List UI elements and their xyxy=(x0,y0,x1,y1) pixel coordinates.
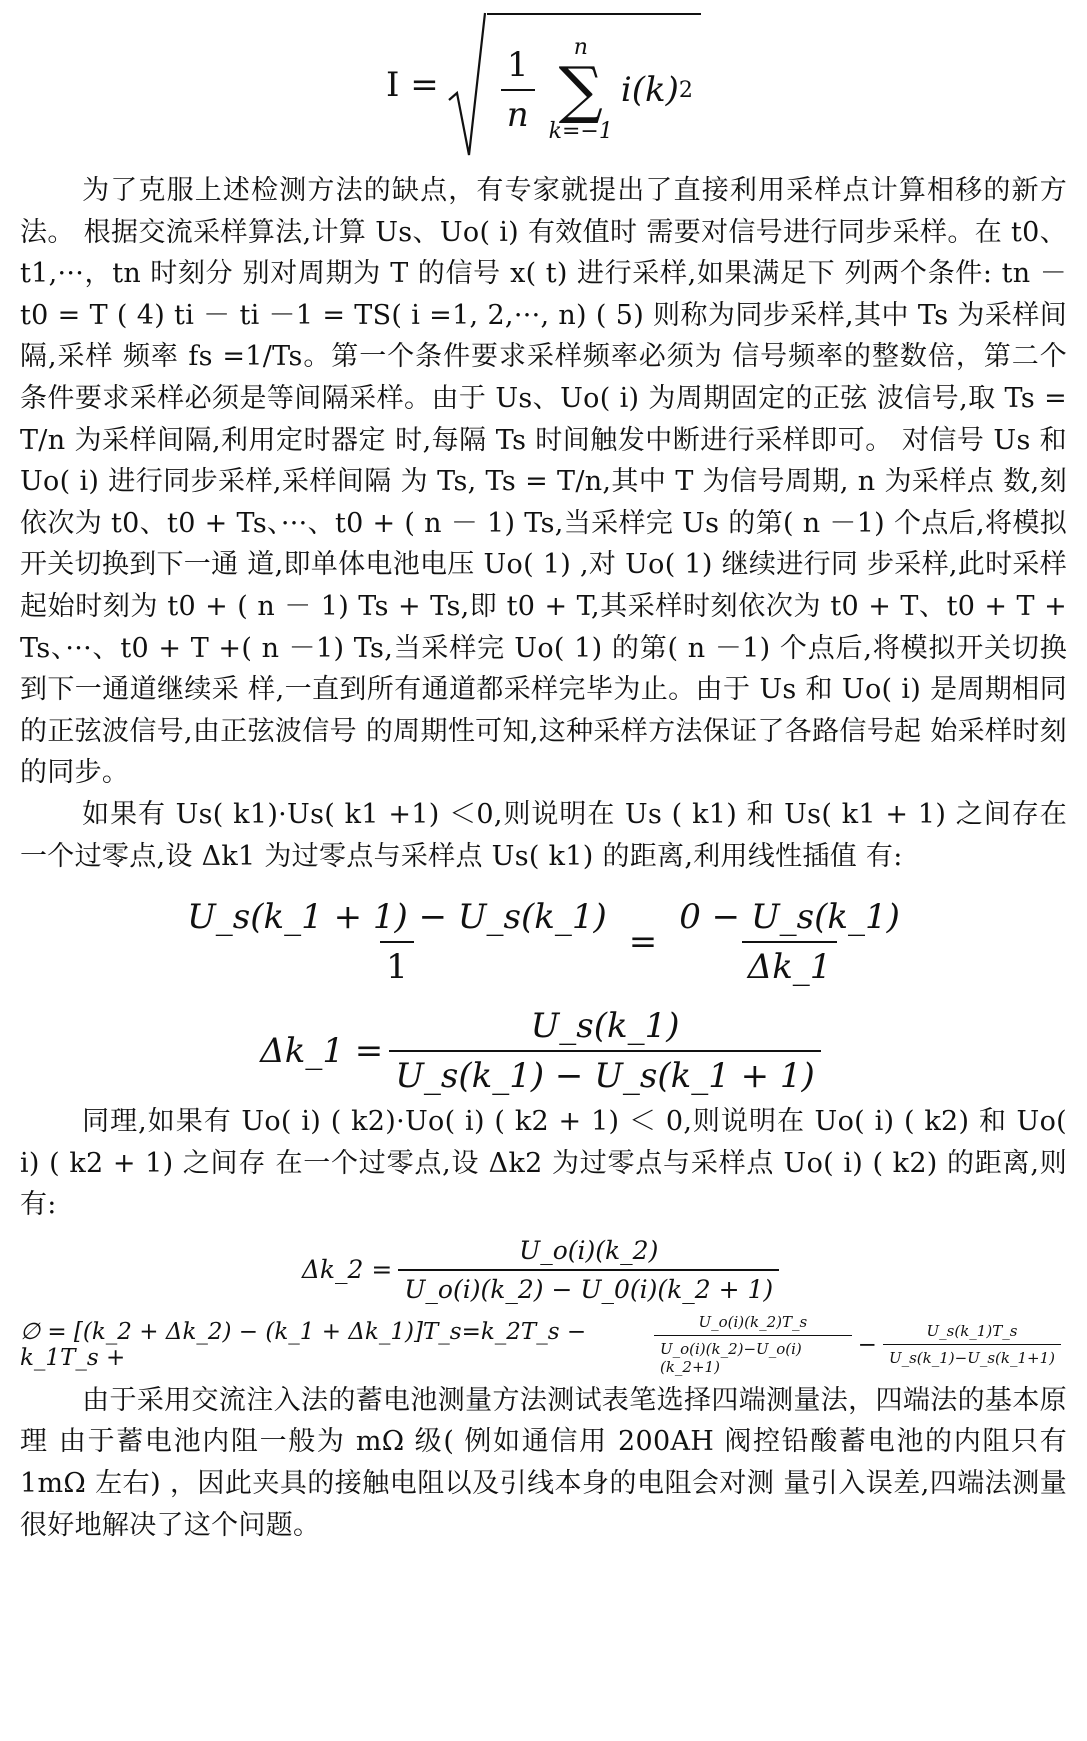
paragraph-zero-crossing-1: 如果有 Us( k1)·Us( k1 +1) ＜0,则说明在 Us ( k1) 和 Us( k1 + 1) 之间存在一个过零点,设 Δk1 为过零点与采样点 Us( k1) 的距离,利用线性插值 有: xyxy=(20,798,1067,872)
paragraph-zero-crossing-2: 同理,如果有 Uo( i) ( k2)·Uo( i) ( k2 + 1) ＜ 0,则说明在 Uo( i) ( k2) 和 Uo( i) ( k2 + 1) 之间存 在一个过零点,设 Δk2 为过零点与采样点 Uo( i) ( k2) 的距离,则有: xyxy=(20,1106,1067,1221)
dk1-lhs: Δk_1 = xyxy=(260,1031,384,1072)
equals-sign: = xyxy=(628,922,658,963)
sum-exponent: 2 xyxy=(678,77,693,103)
paragraph-sync-sampling: 为了克服上述检测方法的缺点，有专家就提出了直接利用采样点计算相移的新方法。 根据交流采样算法,计算 Us、Uo( i) 有效值时 需要对信号进行同步采样。在 t0、t1,···，tn 时刻分 别对周期为 T 的信号 x( t) 进行采样,如果满足下 列两个条件: tn － t0 = T ( 4) ti － ti －1 = TS( i =1, 2,···, n) ( 5) 则称为同步采样,其中 Ts 为采样间隔,采样 频率 fs =1/Ts。第一个条件要求采样频率必须为 信号频率的整数倍，第二个条件要求采样必须是等间隔采样。由于 Us、Uo( i) 为周期固定的正弦 波信号,取 Ts = T/n 为采样间隔,利用定时器定 时,每隔 Ts 时间触发中断进行采样即可。 对信号 Us 和 Uo( i) 进行同步采样,采样间隔 为 Ts, Ts = T/n,其中 T 为信号周期, n 为采样点 数,刻依次为 t0、t0 + Ts、···、t0 + ( n － 1) Ts,当采样完 Us 的第( n －1) 个点后,将模拟开关切换到下一通 道,即单体电池电压 Uo( 1) ,对 Uo( 1) 继续进行同 步采样,此时采样起始时刻为 t0 + ( n － 1) Ts + Ts,即 t0 + T,其采样时刻依次为 t0 + T、t0 + T + Ts、···、t0 + T +( n －1) Ts,当采样完 Uo( 1) 的第( n －1) 个点后,将模拟开关切换到下一通道继续采 样,一直到所有通道都采样完毕为止。由于 Us 和 Uo( i) 是周期相同的正弦波信号,由正弦波信号 的周期性可知,这种采样方法保证了各路信号起 始采样时刻的同步。 xyxy=(20,175,1067,789)
phase-f2-num: U_s(k_1)T_s xyxy=(926,1322,1018,1341)
phase-f2-den: U_s(k_1)−U_s(k_1+1) xyxy=(883,1344,1061,1367)
sqrt-radical xyxy=(447,5,701,165)
phase-fraction-1 xyxy=(654,1313,852,1376)
interp-lhs-num: U_s(k_1 + 1) − U_s(k_1) xyxy=(187,897,607,938)
dk1-fraction xyxy=(389,1006,821,1096)
equation-phase xyxy=(20,1310,1067,1380)
dk2-num: U_o(i)(k_2) xyxy=(519,1235,659,1265)
equation-interpolation xyxy=(20,883,1067,1001)
equation-delta-k2 xyxy=(20,1230,1067,1310)
rms-frac-num: 1 xyxy=(506,45,529,85)
phase-f1-num: U_o(i)(k_2)T_s xyxy=(698,1313,808,1332)
interp-rhs-fraction xyxy=(673,897,906,987)
sum-term: i(k) xyxy=(620,70,679,110)
phase-fraction-2 xyxy=(883,1322,1061,1367)
interp-lhs-den: 1 xyxy=(380,941,414,987)
dk2-lhs: Δk_2 = xyxy=(301,1255,393,1285)
rms-frac-den: n xyxy=(501,89,535,135)
equation-rms xyxy=(20,0,1067,170)
sigma-icon: ∑ xyxy=(558,53,603,126)
equation-delta-k1 xyxy=(20,1001,1067,1101)
paragraph-four-terminal: 由于采用交流注入法的蓄电池测量方法测试表笔选择四端测量法，四端法的基本原理 由于蓄电池内阻一般为 mΩ 级( 例如通信用 200AH 阀控铅酸蓄电池的内阻只有 1mΩ 左右) ，因此夹具的接触电阻以及引线本身的电阻会对测 量引入误差,四端法测量很好地解决了这个问题。 xyxy=(20,1384,1067,1541)
sqrt-body xyxy=(487,13,701,165)
dk1-num: U_s(k_1) xyxy=(530,1006,680,1047)
phase-lhs: ∅ = [(k_2 + Δk_2) − (k_1 + Δk_1)]T_s=k_2T_s − k_1T_s + xyxy=(20,1318,587,1371)
dk1-den: U_s(k_1) − U_s(k_1 + 1) xyxy=(389,1050,821,1096)
phase-f1-den: U_o(i)(k_2)−U_o(i)(k_2+1) xyxy=(654,1335,852,1376)
interp-rhs-den: Δk_1 xyxy=(742,941,838,987)
dk2-fraction xyxy=(398,1236,779,1304)
radical-sign-icon xyxy=(447,5,487,165)
dk2-den: U_o(i)(k_2) − U_0(i)(k_2 + 1) xyxy=(398,1269,779,1304)
interp-lhs-fraction xyxy=(181,897,613,987)
minus-sign: − xyxy=(857,1331,877,1358)
summation xyxy=(549,37,613,143)
rms-lhs: I = xyxy=(386,65,439,105)
sum-upper-limit: n xyxy=(573,35,588,60)
interp-rhs-num: 0 − U_s(k_1) xyxy=(679,897,900,938)
sum-lower-limit: k=−1 xyxy=(548,119,613,144)
rms-fraction xyxy=(501,45,535,135)
